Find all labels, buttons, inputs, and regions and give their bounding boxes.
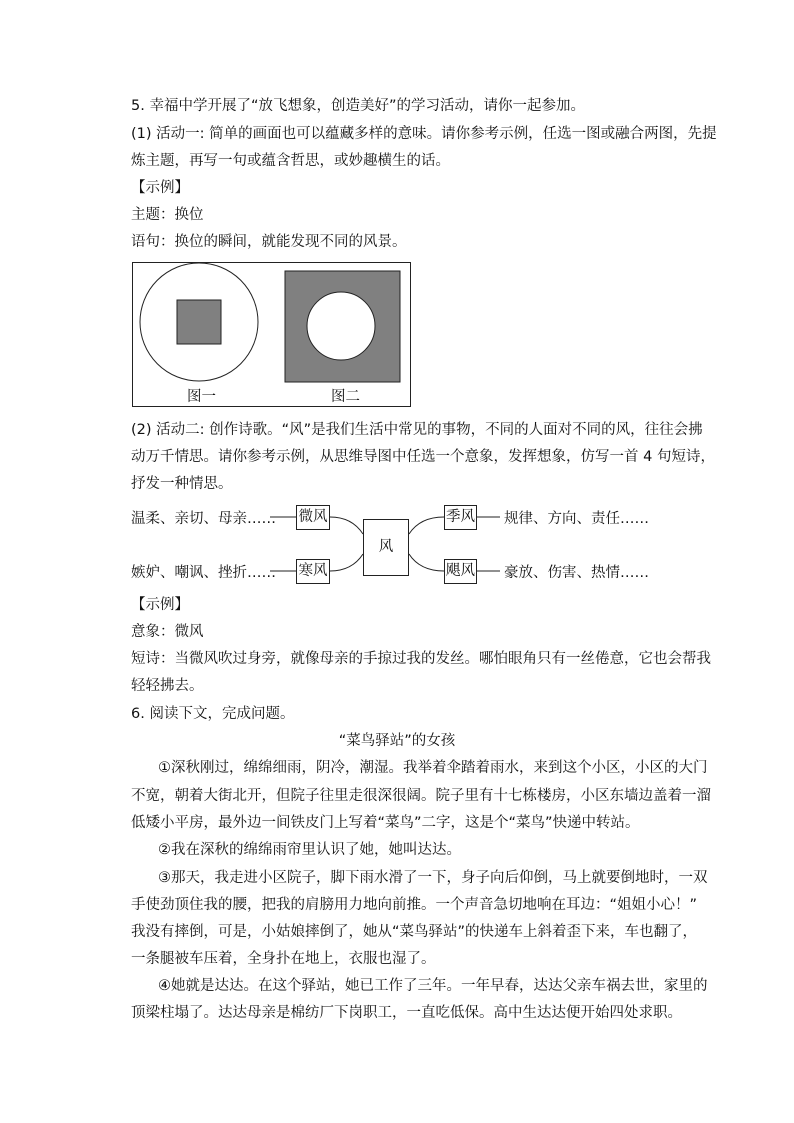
q5-title: 5. 幸福中学开展了“放飞想象，创造美好”的学习活动，请你一起参加。 [131, 98, 585, 114]
q5-activity2-line2: 动万千情思。请你参考示例，从思维导图中任选一个意象，发挥想象，仿写一首 4 句短诗， [131, 449, 715, 465]
q5-activity1-line2: 炼主题，再写一句或蕴含哲思，或妙趣横生的话。 [131, 153, 450, 169]
article-title: “菜鸟驿站”的女孩 [338, 733, 456, 749]
mindmap-node-jufeng: 飓风 [444, 559, 477, 584]
q5-image: 意象：微风 [131, 624, 204, 640]
paragraph-4-line-2: 顶梁柱塌了。达达母亲是棉纺厂下岗职工，一直吃低保。高中生达达便开始四处求职。 [131, 1005, 682, 1021]
q5-example-label-2: 【示例】 [131, 597, 189, 613]
mindmap-node-hanfeng: 寒风 [296, 559, 330, 584]
figure-drawing [133, 263, 412, 408]
paragraph-2-line-1: ②我在深秋的绵绵雨帘里认识了她，她叫达达。 [158, 842, 461, 858]
mindmap-desc-jifeng: 规律、方向、责任…… [504, 511, 649, 527]
q5-theme: 主题：换位 [131, 207, 204, 223]
q5-example-label: 【示例】 [131, 180, 189, 196]
mindmap-node-center: 风 [363, 519, 409, 576]
paragraph-1-line-1: ①深秋刚过，绵绵细雨，阴冷，潮湿。我举着伞踏着雨水，来到这个小区，小区的大门 [158, 760, 708, 776]
figure-box [132, 262, 411, 407]
q5-activity1-line1: (1) 活动一: 简单的画面也可以蕴藏多样的意味。请你参考示例，任选一图或融合两图，先提 [131, 126, 717, 142]
q5-poem-line2: 轻轻拂去。 [131, 678, 204, 694]
figure1-caption: 图一 [187, 389, 216, 405]
paragraph-3-line-4: 一条腿被车压着，全身扑在地上，衣服也湿了。 [131, 951, 436, 967]
q5-activity2-line3: 抒发一种情思。 [131, 476, 233, 492]
paragraph-3-line-1: ③那天，我走进小区院子，脚下雨水滑了一下，身子向后仰倒，马上就要倒地时，一双 [158, 870, 708, 886]
paragraph-3-line-3: 我没有摔倒，可是，小姑娘摔倒了，她从“菜鸟驿站”的快递车上斜着歪下来，车也翻了， [131, 924, 698, 940]
paragraph-1-line-2: 不宽，朝着大街北开，但院子往里走很深很阔。院子里有十七栋楼房，小区东墙边盖着一溜 [131, 788, 711, 804]
figure1-square [177, 300, 221, 344]
mindmap-desc-jufeng: 豪放、伤害、热情…… [504, 565, 649, 581]
figure2-circle [307, 292, 375, 360]
mindmap-node-weifeng: 微风 [296, 505, 330, 530]
q5-sentence: 语句：换位的瞬间，就能发现不同的风景。 [131, 234, 407, 250]
mindmap-desc-weifeng: 温柔、亲切、母亲…… [131, 511, 276, 527]
mindmap-desc-hanfeng: 嫉妒、嘲讽、挫折…… [131, 565, 276, 581]
q5-activity2-line1: (2) 活动二: 创作诗歌。“风”是我们生活中常见的事物，不同的人面对不同的风，往往会拂 [131, 422, 703, 438]
paragraph-4-line-1: ④她就是达达。在这个驿站，她已工作了三年。一年早春，达达父亲车祸去世，家里的 [158, 978, 708, 994]
paragraph-1-line-3: 低矮小平房，最外边一间铁皮门上写着“菜鸟”二字，这是个“菜鸟”快递中转站。 [131, 815, 640, 831]
mindmap-node-jifeng: 季风 [444, 505, 477, 530]
q6-title: 6. 阅读下文，完成问题。 [131, 706, 295, 722]
q5-poem-line1: 短诗：当微风吹过身旁，就像母亲的手掠过我的发丝。哪怕眼角只有一丝倦意，它也会帮我 [131, 651, 711, 667]
figure2-caption: 图二 [331, 389, 360, 405]
paragraph-3-line-2: 手使劲顶住我的腰，把我的肩膀用力地向前推。一个声音急切地响在耳边：“姐姐小心！” [131, 897, 698, 913]
